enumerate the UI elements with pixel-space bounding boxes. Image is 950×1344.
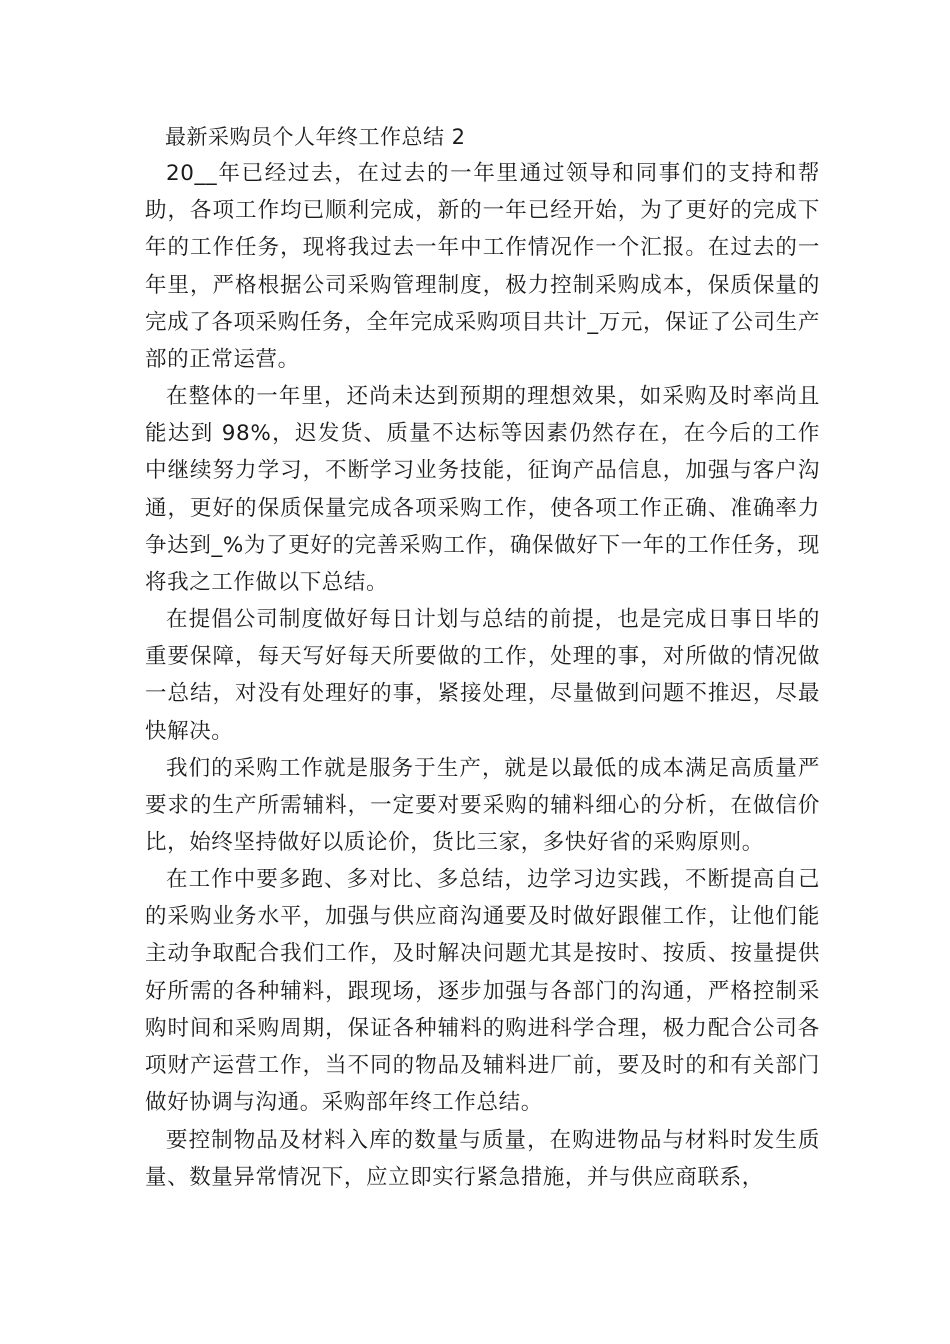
paragraph-4: 我们的采购工作就是服务于生产，就是以最低的成本满足高质量严要求的生产所需辅料，一定要对要采购的辅料细心的分析，在做信价比，始终坚持做好以质论价，货比三家，多快好省的采购原则。: [145, 756, 820, 856]
paragraph-1: 20__年已经过去，在过去的一年里通过领导和同事们的支持和帮助，各项工作均已顺利完成，新的一年已经开始，为了更好的完成下年的工作任务，现将我过去一年中工作情况作一个汇报。在过去的一年里，严格根据公司采购管理制度，极力控制采购成本，保质保量的完成了各项采购任务，全年完成采购项目共计_万元，保证了公司生产部的正常运营。: [145, 161, 820, 373]
document-title: 最新采购员个人年终工作总结 2: [165, 125, 466, 149]
paragraph-2: 在整体的一年里，还尚未达到预期的理想效果，如采购及时率尚且能达到 98%，迟发货、质量不达标等因素仍然存在，在今后的工作中继续努力学习，不断学习业务技能，征询产品信息，加强与客户沟通，更好的保质保量完成各项采购工作，使各项工作正确、准确率力争达到_%为了更好的完善采购工作，确保做好下一年的工作任务，现将我之工作做以下总结。: [145, 384, 820, 596]
paragraph-5: 在工作中要多跑、多对比、多总结，边学习边实践，不断提高自己的采购业务水平，加强与供应商沟通要及时做好跟催工作，让他们能主动争取配合我们工作，及时解决问题尤其是按时、按质、按量提供好所需的各种辅料，跟现场，逐步加强与各部门的沟通，严格控制采购时间和采购周期，保证各种辅料的购进科学合理，极力配合公司各项财产运营工作，当不同的物品及辅料进厂前，要及时的和有关部门做好协调与沟通。采购部年终工作总结。: [145, 867, 820, 1116]
paragraph-3: 在提倡公司制度做好每日计划与总结的前提，也是完成日事日毕的重要保障，每天写好每天所要做的工作，处理的事，对所做的情况做一总结，对没有处理好的事，紧接处理，尽量做到问题不推迟，尽最快解决。: [145, 607, 820, 744]
paragraph-6: 要控制物品及材料入库的数量与质量，在购进物品与材料时发生质量、数量异常情况下，应立即实行紧急措施，并与供应商联系，: [145, 1128, 820, 1191]
